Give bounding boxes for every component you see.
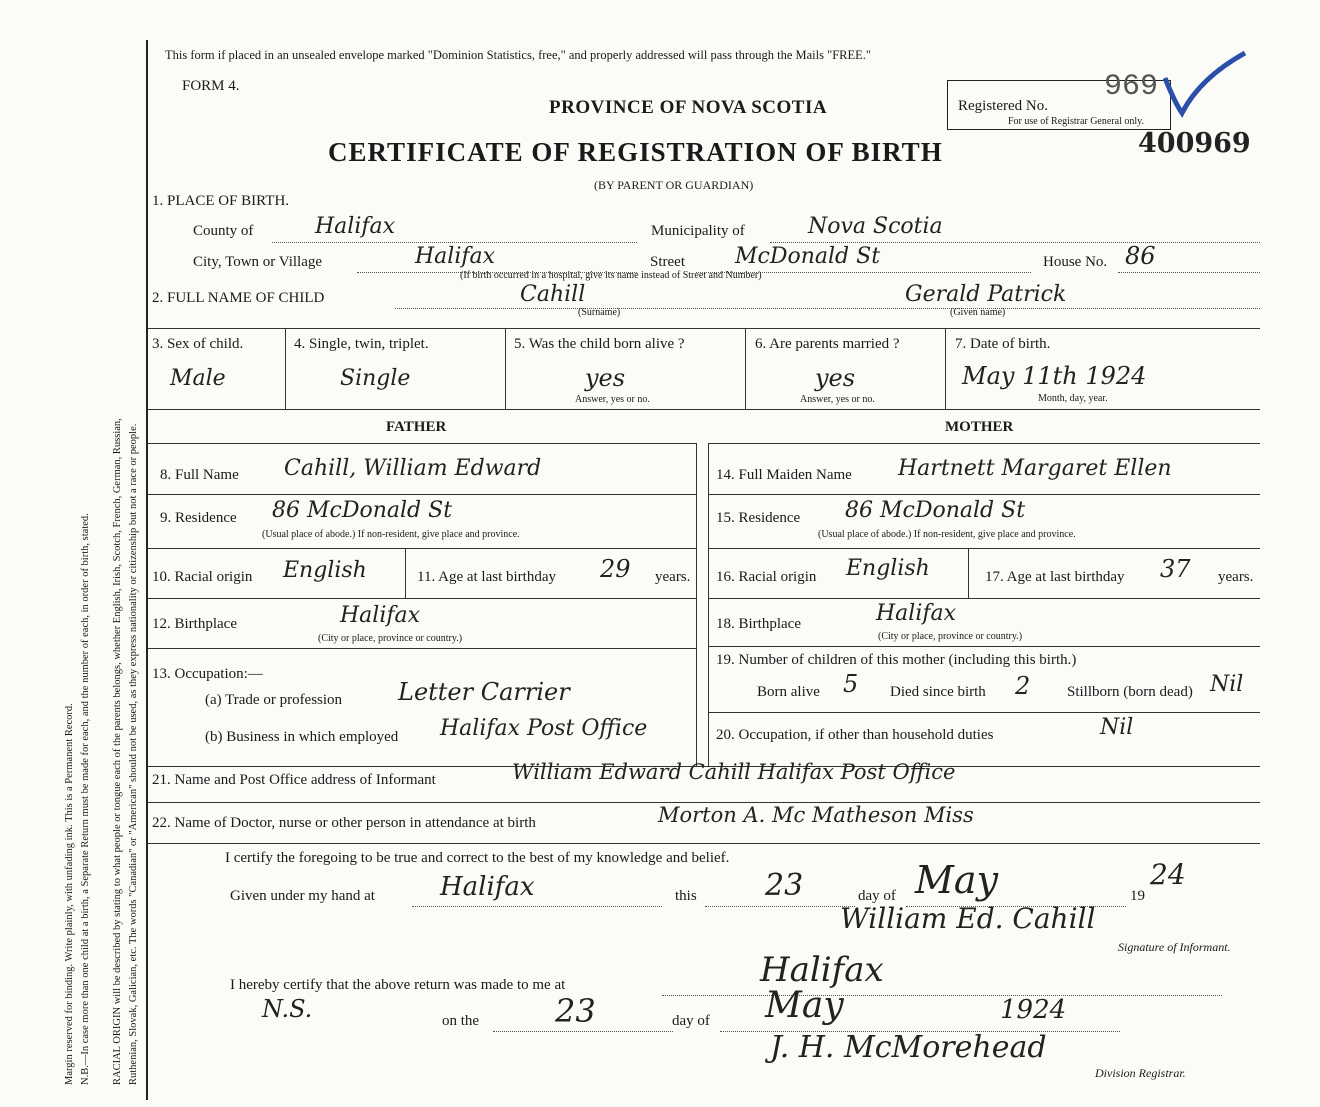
given-place: Halifax	[440, 872, 535, 902]
born-alive-value: 5	[843, 670, 859, 698]
multiple-label: 4. Single, twin, triplet.	[294, 336, 429, 352]
child-name-label: 2. FULL NAME OF CHILD	[152, 290, 325, 306]
sex-value: Male	[170, 366, 226, 391]
margin-note-3: RACIAL ORIGIN will be described by stating to what people or tongue each of the parents belongs, whether English, Irish, Scotch, French, German, Russian,	[112, 418, 123, 1085]
registrar-caption: Division Registrar.	[1095, 1066, 1186, 1080]
margin-note-1: Margin reserved for binding. Write plainly, with unfading ink. This is a Permanent Record.	[64, 703, 75, 1085]
mother-name-value: Hartnett Margaret Ellen	[898, 456, 1172, 481]
registrar-signature[interactable]: J. H. McMorehead	[770, 1030, 1047, 1065]
children-label: 19. Number of children of this mother (including this birth.)	[716, 652, 1077, 668]
mother-residence-label: 15. Residence	[716, 510, 801, 526]
father-heading: FATHER	[386, 419, 447, 435]
handwritten-number: 400969	[1138, 128, 1251, 159]
alive-caption: Answer, yes or no.	[575, 394, 650, 405]
trade-value: Letter Carrier	[398, 678, 570, 706]
form-number: FORM 4.	[182, 78, 240, 94]
mother-age-value: 37	[1160, 555, 1191, 583]
informant-value: William Edward Cahill Halifax Post Office	[512, 760, 956, 784]
mother-abode-note: (Usual place of abode.) If non-resident, give place and province.	[818, 529, 1076, 540]
married-caption: Answer, yes or no.	[800, 394, 875, 405]
father-years: years.	[655, 569, 691, 585]
municipality-label: Municipality of	[651, 223, 745, 239]
child-surname: Cahill	[520, 282, 586, 307]
checkmark-icon	[1160, 48, 1250, 123]
father-racial-label: 10. Racial origin	[152, 569, 253, 585]
father-residence-value: 86 McDonald St	[272, 498, 453, 523]
mother-birthplace-value: Halifax	[876, 601, 957, 626]
business-label: (b) Business in which employed	[205, 729, 399, 745]
day-of-label: day of	[858, 888, 896, 904]
informant-signature[interactable]: William Ed. Cahill	[840, 902, 1096, 935]
margin-note-2: N.B.—In case more than one child at a birth, a Separate Return must be made for each, and the number of each, in order of birth, stated.	[80, 513, 91, 1085]
sex-label: 3. Sex of child.	[152, 336, 244, 352]
registrar-place: Halifax	[760, 950, 884, 990]
certificate-title: CERTIFICATE OF REGISTRATION OF BIRTH	[328, 137, 943, 167]
business-value: Halifax Post Office	[440, 716, 648, 741]
father-residence-label: 9. Residence	[160, 510, 237, 526]
surname-caption: (Surname)	[578, 307, 621, 318]
mother-years: years.	[1218, 569, 1254, 585]
province-heading: PROVINCE OF NOVA SCOTIA	[549, 97, 828, 118]
registered-stamp: 969	[1104, 70, 1159, 104]
father-name-value: Cahill, William Edward	[284, 456, 542, 481]
mother-heading: MOTHER	[945, 419, 1014, 435]
married-label: 6. Are parents married ?	[755, 336, 900, 352]
father-birthplace-note: (City or place, province or country.)	[318, 633, 463, 644]
mother-occupation-label: 20. Occupation, if other than household duties	[716, 727, 994, 743]
dob-caption: Month, day, year.	[1038, 393, 1108, 404]
registered-label: Registered No.	[958, 98, 1048, 114]
father-abode-note: (Usual place of abode.) If non-resident, give place and province.	[262, 529, 520, 540]
mother-residence-value: 86 McDonald St	[845, 498, 1026, 523]
registrar-province: N.S.	[262, 995, 313, 1023]
certification-statement: I certify the foregoing to be true and correct to the best of my knowledge and belief.	[225, 850, 730, 866]
multiple-value: Single	[340, 366, 411, 391]
given-month: May	[915, 858, 999, 902]
father-birthplace-value: Halifax	[340, 603, 421, 628]
informant-label: 21. Name and Post Office address of Informant	[152, 772, 436, 788]
registrar-day-of-label: day of	[672, 1013, 710, 1029]
street-label: Street	[650, 254, 685, 270]
died-value: 2	[1015, 672, 1031, 700]
father-racial-value: English	[283, 558, 367, 583]
year-prefix: 19	[1130, 888, 1145, 904]
born-alive-label: Born alive	[757, 684, 820, 700]
house-value: 86	[1125, 242, 1156, 270]
mother-occupation-value: Nil	[1100, 715, 1134, 740]
street-value: McDonald St	[735, 244, 881, 269]
city-value: Halifax	[415, 244, 496, 269]
registrar-year: 1924	[1000, 995, 1067, 1025]
alive-label: 5. Was the child born alive ?	[514, 336, 685, 352]
mother-racial-value: English	[846, 556, 930, 581]
hospital-note: (If birth occurred in a hospital, give its name instead of Street and Number)	[460, 270, 762, 281]
father-age-label: 11. Age at last birthday	[417, 569, 556, 585]
mother-birthplace-label: 18. Birthplace	[716, 616, 801, 632]
married-value: yes	[815, 364, 856, 392]
mother-name-label: 14. Full Maiden Name	[716, 467, 852, 483]
stillborn-label: Stillborn (born dead)	[1067, 684, 1193, 700]
given-day: 23	[765, 868, 804, 903]
mother-age-label: 17. Age at last birthday	[985, 569, 1125, 585]
margin-note-4: Ruthenian, Slovak, Galician, etc. The words "Canadian" or "American" should not be used, as they express nationality or citizenship but not a race or people.	[128, 423, 139, 1085]
on-the-label: on the	[442, 1013, 480, 1029]
signature-caption: Signature of Informant.	[1118, 940, 1231, 954]
this-label: this	[675, 888, 697, 904]
county-value: Halifax	[315, 214, 396, 239]
trade-label: (a) Trade or profession	[205, 692, 343, 708]
mail-note: This form if placed in an unsealed envelope marked "Dominion Statistics, free," and properly addressed will pass through the Mails "FREE."	[165, 48, 872, 62]
registrar-statement: I hereby certify that the above return was made to me at	[230, 977, 566, 993]
given-year: 24	[1150, 858, 1186, 891]
stillborn-value: Nil	[1210, 672, 1244, 697]
died-label: Died since birth	[890, 684, 986, 700]
registrar-note: For use of Registrar General only.	[1008, 116, 1144, 127]
mother-birthplace-note: (City or place, province or country.)	[878, 631, 1023, 642]
dob-value: May 11th 1924	[962, 362, 1147, 390]
municipality-value: Nova Scotia	[808, 214, 943, 239]
child-given-name: Gerald Patrick	[905, 282, 1067, 307]
doctor-value: Morton A. Mc Matheson Miss	[658, 803, 974, 827]
father-age-value: 29	[600, 555, 631, 583]
given-caption: (Given name)	[950, 307, 1006, 318]
house-label: House No.	[1043, 254, 1108, 270]
city-label: City, Town or Village	[193, 254, 323, 270]
father-occupation-label: 13. Occupation:—	[152, 666, 263, 682]
mother-racial-label: 16. Racial origin	[716, 569, 817, 585]
registrar-month: May	[765, 985, 844, 1026]
registrar-day: 23	[555, 992, 596, 1030]
father-name-label: 8. Full Name	[160, 467, 239, 483]
father-birthplace-label: 12. Birthplace	[152, 616, 237, 632]
place-of-birth-heading: 1. PLACE OF BIRTH.	[152, 193, 290, 209]
dob-label: 7. Date of birth.	[955, 336, 1051, 352]
alive-value: yes	[585, 364, 626, 392]
given-label: Given under my hand at	[230, 888, 375, 904]
certificate-subtitle: (BY PARENT OR GUARDIAN)	[594, 178, 754, 192]
county-label: County of	[193, 223, 254, 239]
binding-margin-line	[146, 40, 148, 1100]
doctor-label: 22. Name of Doctor, nurse or other person in attendance at birth	[152, 815, 536, 831]
